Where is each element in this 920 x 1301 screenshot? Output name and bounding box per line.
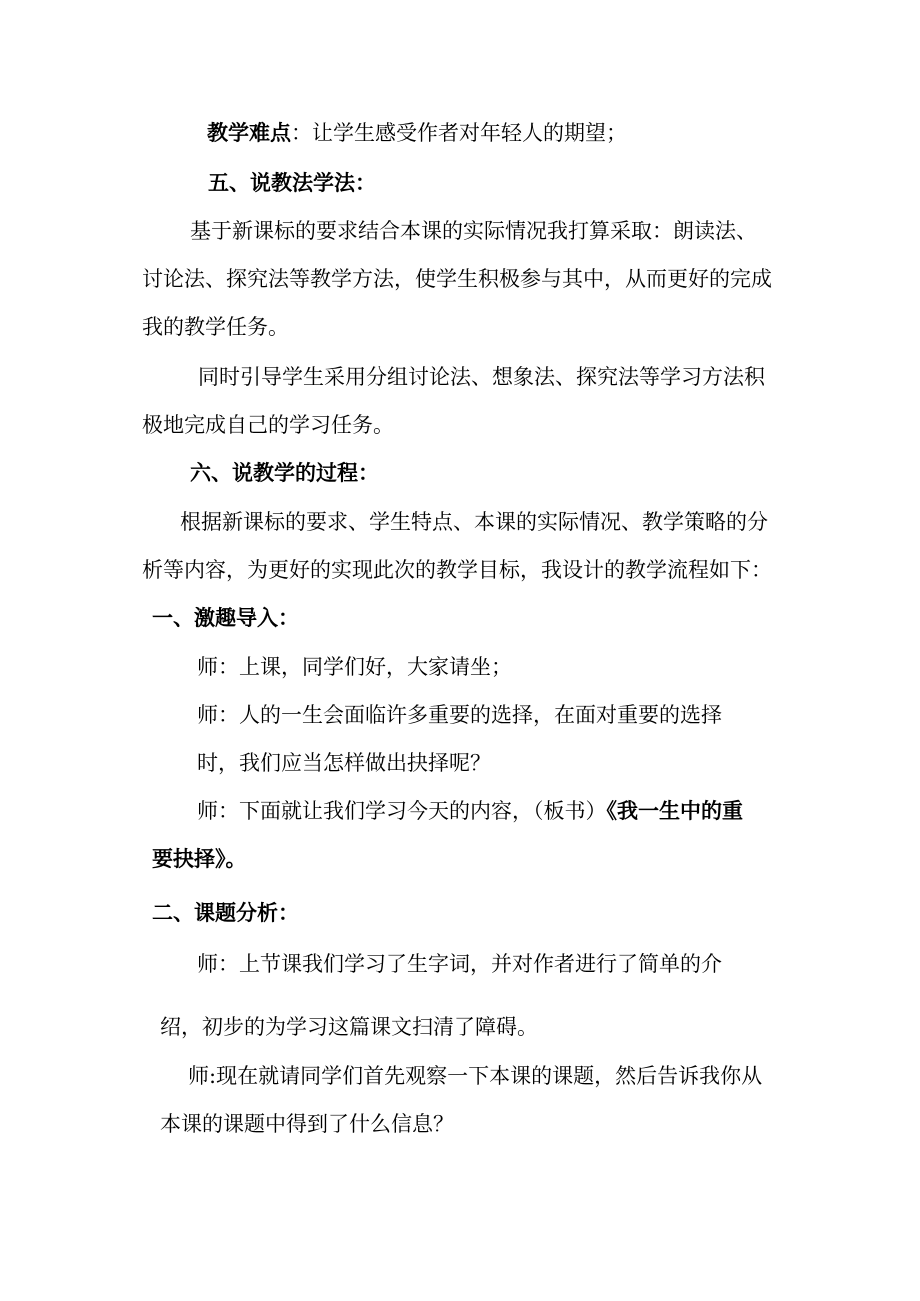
lesson-title-part-1: 《我一生中的重 [606, 798, 743, 823]
paragraph-guidance-line-2: 极地完成自己的学习任务。 [142, 413, 394, 437]
step-heading-analysis: 二、课题分析： [152, 900, 299, 925]
section-heading-methods: 五、说教法学法： [208, 170, 376, 195]
paragraph-process-line-1: 根据新课标的要求、学生特点、本课的实际情况、教学策略的分 [180, 510, 768, 534]
teacher-line-choices-2: 时，我们应当怎样做出抉择呢？ [197, 751, 491, 775]
difficulty-label: 教学难点 [207, 120, 291, 145]
teacher-board-prefix: 师：下面就让我们学习今天的内容，（板书） [197, 799, 607, 823]
teacher-line-review-2: 绍，初步的为学习这篇课文扫清了障碍。 [160, 1015, 538, 1039]
teacher-line-review-1: 师：上节课我们学习了生字词，并对作者进行了简单的介 [197, 952, 722, 976]
paragraph-methods-line-2: 讨论法、探究法等教学方法，使学生积极参与其中，从而更好的完成 [142, 267, 772, 291]
teacher-line-observe-2: 本课的课题中得到了什么信息？ [160, 1112, 454, 1136]
difficulty-line [207, 118, 627, 148]
paragraph-methods-line-1: 基于新课标的要求结合本课的实际情况我打算采取：朗读法、 [190, 219, 757, 243]
teacher-line-greeting: 师：上课，同学们好，大家请坐； [197, 655, 512, 679]
section-heading-process: 六、说教学的过程： [190, 460, 379, 485]
difficulty-text: ：让学生感受作者对年轻人的期望； [291, 121, 627, 145]
paragraph-guidance-line-1: 同时引导学生采用分组讨论法、想象法、探究法等学习方法积 [198, 365, 765, 389]
paragraph-methods-line-3: 我的教学任务。 [142, 315, 289, 339]
paragraph-process-line-2: 析等内容，为更好的实现此次的教学目标，我设计的教学流程如下： [142, 558, 772, 582]
teacher-line-board-1 [197, 796, 743, 826]
teacher-line-choices-1: 师：人的一生会面临许多重要的选择，在面对重要的选择 [197, 703, 722, 727]
step-heading-intro: 一、激趣导入： [152, 605, 299, 630]
lesson-title-part-2: 要抉择》。 [152, 846, 247, 871]
teacher-line-observe-1: 师:现在就请同学们首先观察一下本课的课题，然后告诉我你从 [188, 1064, 763, 1088]
